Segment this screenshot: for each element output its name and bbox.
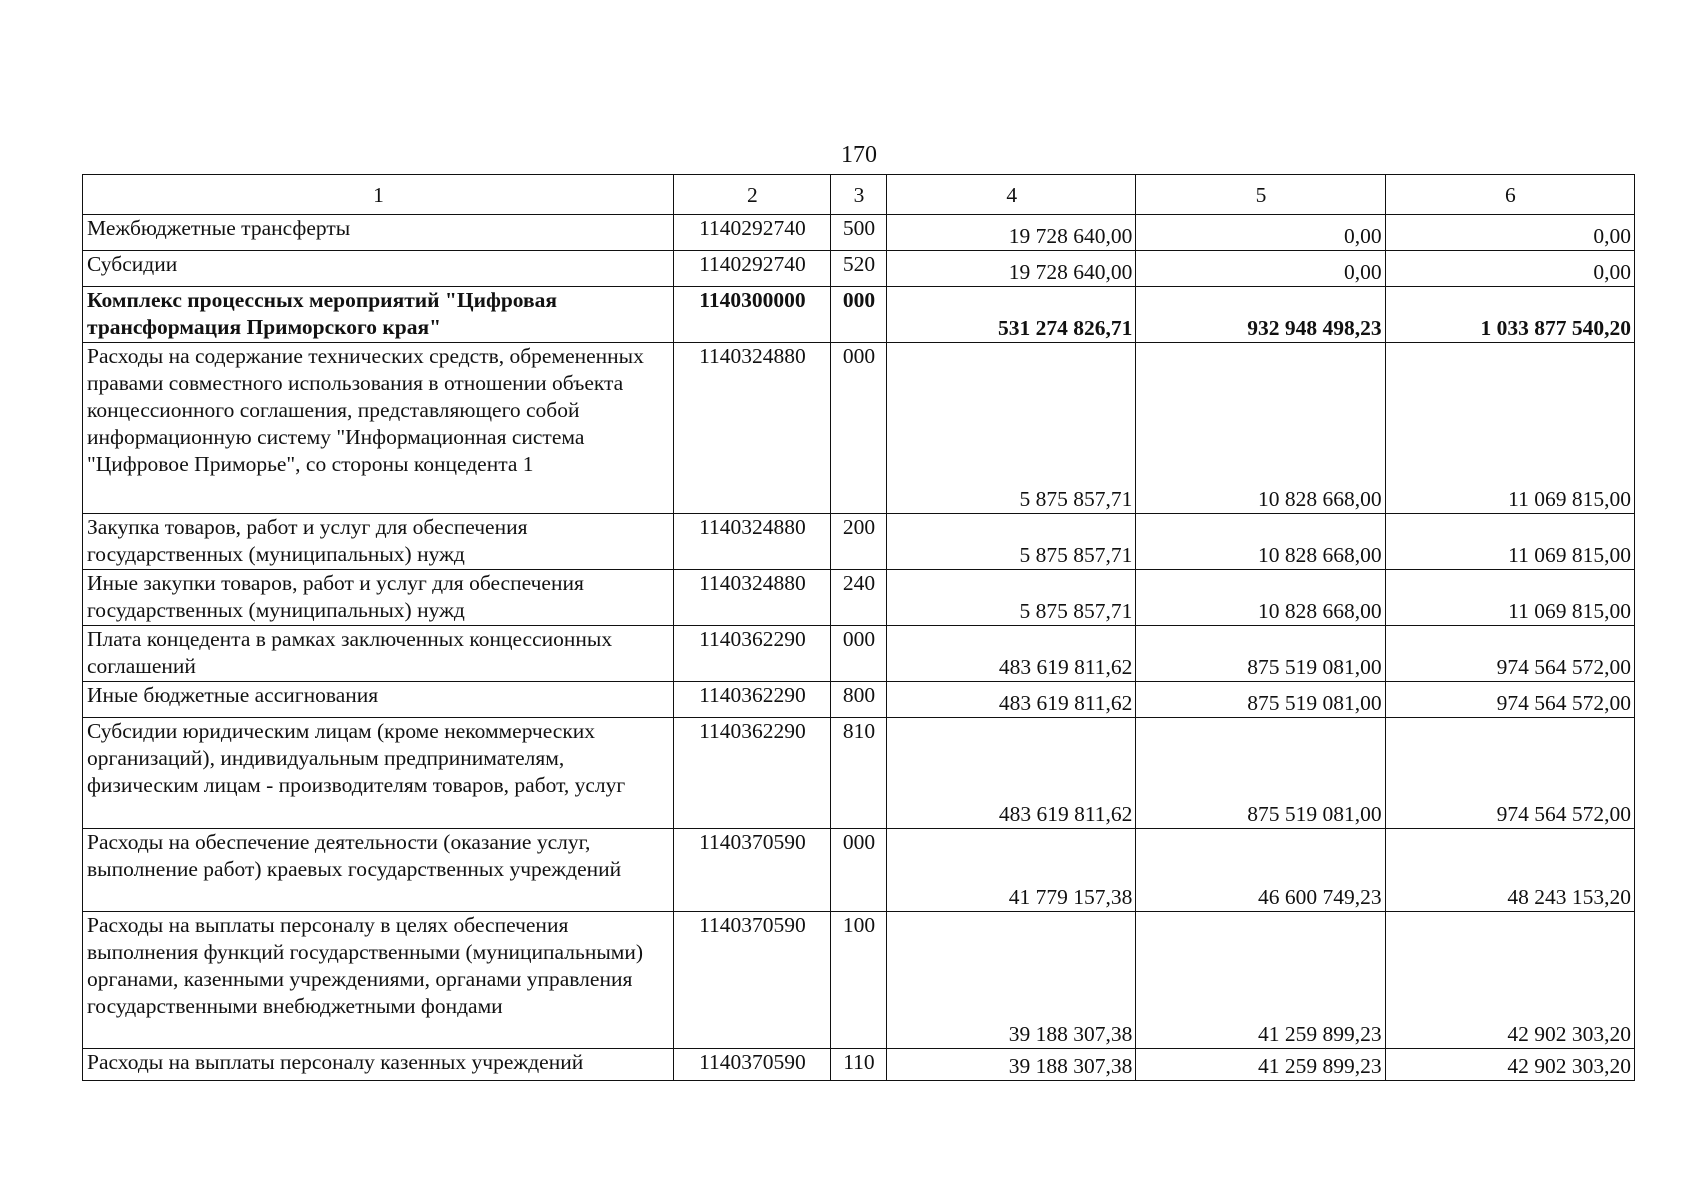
table-row bbox=[83, 718, 1635, 829]
row-amount-2: 875 519 081,00 bbox=[1136, 718, 1385, 829]
row-amount-3: 1 033 877 540,20 bbox=[1385, 287, 1634, 343]
budget-table bbox=[82, 174, 1635, 1081]
row-name: Комплекс процессных мероприятий "Цифровая трансформация Приморского края" bbox=[83, 287, 674, 343]
row-amount-1: 41 779 157,38 bbox=[887, 829, 1136, 912]
row-amount-1: 483 619 811,62 bbox=[887, 718, 1136, 829]
row-amount-2: 875 519 081,00 bbox=[1136, 626, 1385, 682]
row-target-code: 1140362290 bbox=[674, 682, 831, 718]
row-expense-type: 000 bbox=[830, 829, 886, 912]
column-header: 1 bbox=[83, 175, 674, 215]
table-row bbox=[83, 343, 1635, 514]
row-expense-type: 810 bbox=[830, 718, 886, 829]
row-amount-3: 48 243 153,20 bbox=[1385, 829, 1634, 912]
table-row bbox=[83, 912, 1635, 1049]
table-row bbox=[83, 626, 1635, 682]
row-expense-type: 500 bbox=[830, 215, 886, 251]
row-amount-2: 10 828 668,00 bbox=[1136, 570, 1385, 626]
row-amount-3: 974 564 572,00 bbox=[1385, 626, 1634, 682]
row-amount-1: 39 188 307,38 bbox=[887, 912, 1136, 1049]
table-row bbox=[83, 251, 1635, 287]
row-target-code: 1140370590 bbox=[674, 912, 831, 1049]
row-amount-3: 0,00 bbox=[1385, 215, 1634, 251]
row-name: Иные бюджетные ассигнования bbox=[83, 682, 674, 718]
row-expense-type: 800 bbox=[830, 682, 886, 718]
row-name: Расходы на обеспечение деятельности (оказание услуг, выполнение работ) краевых государственных учреждений bbox=[83, 829, 674, 912]
row-amount-3: 974 564 572,00 bbox=[1385, 718, 1634, 829]
row-amount-1: 531 274 826,71 bbox=[887, 287, 1136, 343]
row-target-code: 1140370590 bbox=[674, 829, 831, 912]
row-target-code: 1140324880 bbox=[674, 514, 831, 570]
table-row bbox=[83, 682, 1635, 718]
row-amount-2: 0,00 bbox=[1136, 251, 1385, 287]
row-expense-type: 200 bbox=[830, 514, 886, 570]
row-amount-2: 41 259 899,23 bbox=[1136, 1049, 1385, 1081]
row-amount-1: 19 728 640,00 bbox=[887, 251, 1136, 287]
table-row bbox=[83, 215, 1635, 251]
table-header-row bbox=[83, 175, 1635, 215]
row-amount-2: 0,00 bbox=[1136, 215, 1385, 251]
row-target-code: 1140362290 bbox=[674, 626, 831, 682]
row-amount-1: 5 875 857,71 bbox=[887, 570, 1136, 626]
row-target-code: 1140362290 bbox=[674, 718, 831, 829]
row-amount-3: 42 902 303,20 bbox=[1385, 1049, 1634, 1081]
row-amount-2: 10 828 668,00 bbox=[1136, 514, 1385, 570]
row-name: Субсидии юридическим лицам (кроме некоммерческих организаций), индивидуальным предпринимателям, физическим лицам - производителям товаров, работ, услуг bbox=[83, 718, 674, 829]
row-name: Межбюджетные трансферты bbox=[83, 215, 674, 251]
row-amount-3: 0,00 bbox=[1385, 251, 1634, 287]
row-amount-2: 46 600 749,23 bbox=[1136, 829, 1385, 912]
column-header: 6 bbox=[1385, 175, 1634, 215]
row-expense-type: 110 bbox=[830, 1049, 886, 1081]
row-amount-1: 39 188 307,38 bbox=[887, 1049, 1136, 1081]
row-target-code: 1140292740 bbox=[674, 215, 831, 251]
row-amount-1: 5 875 857,71 bbox=[887, 514, 1136, 570]
row-amount-3: 11 069 815,00 bbox=[1385, 514, 1634, 570]
row-expense-type: 240 bbox=[830, 570, 886, 626]
row-amount-3: 11 069 815,00 bbox=[1385, 570, 1634, 626]
row-expense-type: 000 bbox=[830, 343, 886, 514]
row-expense-type: 520 bbox=[830, 251, 886, 287]
row-name: Субсидии bbox=[83, 251, 674, 287]
row-name: Расходы на выплаты персоналу казенных учреждений bbox=[83, 1049, 674, 1081]
row-expense-type: 000 bbox=[830, 287, 886, 343]
column-header: 2 bbox=[674, 175, 831, 215]
row-amount-2: 41 259 899,23 bbox=[1136, 912, 1385, 1049]
row-target-code: 1140292740 bbox=[674, 251, 831, 287]
row-expense-type: 000 bbox=[830, 626, 886, 682]
row-amount-2: 875 519 081,00 bbox=[1136, 682, 1385, 718]
table-row bbox=[83, 1049, 1635, 1081]
table-row bbox=[83, 287, 1635, 343]
row-amount-3: 974 564 572,00 bbox=[1385, 682, 1634, 718]
row-amount-1: 5 875 857,71 bbox=[887, 343, 1136, 514]
table-row bbox=[83, 570, 1635, 626]
row-amount-1: 19 728 640,00 bbox=[887, 215, 1136, 251]
column-header: 4 bbox=[887, 175, 1136, 215]
row-name: Расходы на выплаты персоналу в целях обеспечения выполнения функций государственными (муниципальными) органами, казенными учреждениями, органами управления государственными внебюджетными фондами bbox=[83, 912, 674, 1049]
row-target-code: 1140324880 bbox=[674, 570, 831, 626]
row-amount-1: 483 619 811,62 bbox=[887, 626, 1136, 682]
row-name: Иные закупки товаров, работ и услуг для обеспечения государственных (муниципальных) нужд bbox=[83, 570, 674, 626]
table-row bbox=[83, 514, 1635, 570]
table-row bbox=[83, 829, 1635, 912]
row-expense-type: 100 bbox=[830, 912, 886, 1049]
row-name: Плата концедента в рамках заключенных концессионных соглашений bbox=[83, 626, 674, 682]
row-amount-1: 483 619 811,62 bbox=[887, 682, 1136, 718]
row-amount-3: 11 069 815,00 bbox=[1385, 343, 1634, 514]
column-header: 3 bbox=[830, 175, 886, 215]
page-number: 170 bbox=[841, 142, 877, 168]
row-target-code: 1140300000 bbox=[674, 287, 831, 343]
row-name: Расходы на содержание технических средств, обремененных правами совместного использования в отношении объекта концессионного соглашения, представляющего собой информационную систему "Информационная система "Цифровое Приморье", со стороны концедента 1 bbox=[83, 343, 674, 514]
column-header: 5 bbox=[1136, 175, 1385, 215]
row-target-code: 1140370590 bbox=[674, 1049, 831, 1081]
row-amount-2: 932 948 498,23 bbox=[1136, 287, 1385, 343]
row-name: Закупка товаров, работ и услуг для обеспечения государственных (муниципальных) нужд bbox=[83, 514, 674, 570]
row-amount-3: 42 902 303,20 bbox=[1385, 912, 1634, 1049]
row-target-code: 1140324880 bbox=[674, 343, 831, 514]
row-amount-2: 10 828 668,00 bbox=[1136, 343, 1385, 514]
